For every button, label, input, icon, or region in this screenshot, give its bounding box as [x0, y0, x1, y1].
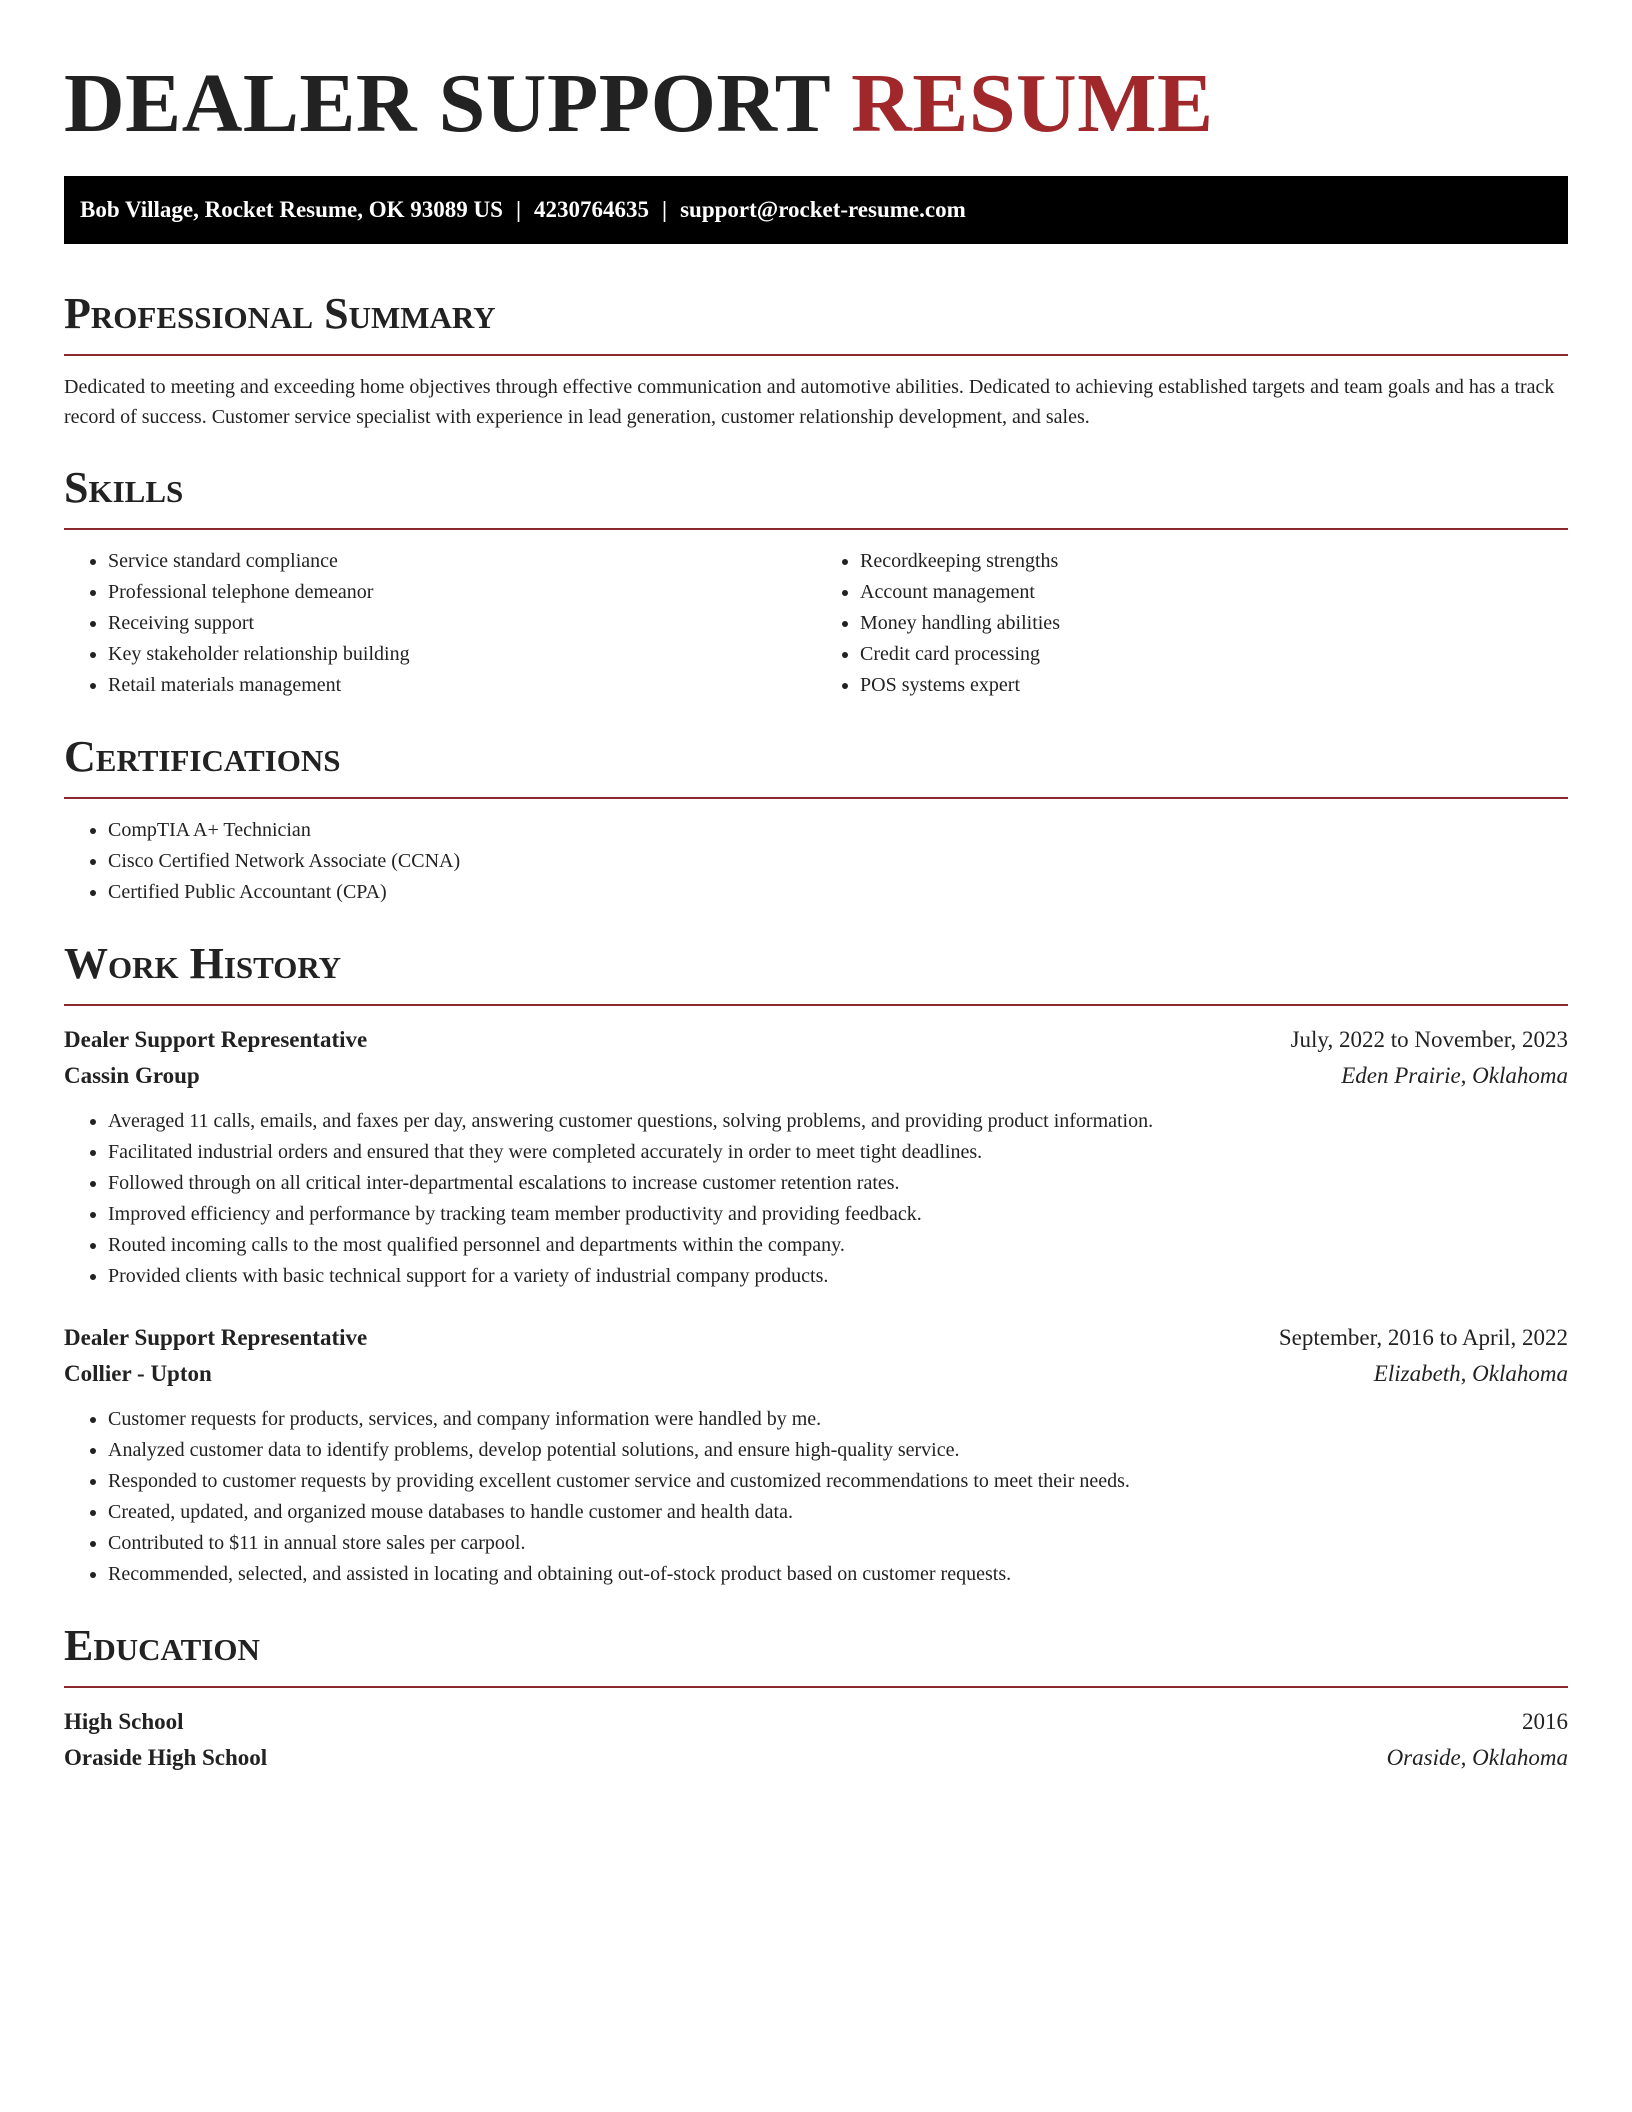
skill-item: • Service standard compliance [108, 546, 816, 577]
skill-item: • Key stakeholder relationship building [108, 639, 816, 670]
skill-item: • Recordkeeping strengths [860, 546, 1568, 577]
job-bullet: • Provided clients with basic technical support for a variety of industrial company products. [108, 1261, 1568, 1292]
skill-item: • Credit card processing [860, 639, 1568, 670]
skills-list-left [64, 546, 816, 701]
education-degree: High School [64, 1709, 184, 1734]
education-heading: Education [64, 1618, 1568, 1688]
job-bullet: • Facilitated industrial orders and ensured that they were completed accurately in order to meet tight deadlines. [108, 1137, 1568, 1168]
work-history-section [64, 936, 1568, 1590]
job-bullet: • Followed through on all critical inter-departmental escalations to increase customer retention rates. [108, 1168, 1568, 1199]
title-main: DEALER SUPPORT [64, 57, 830, 150]
job-bullet: • Analyzed customer data to identify problems, develop potential solutions, and ensure high-quality service. [108, 1435, 1568, 1466]
skill-item: • Receiving support [108, 608, 816, 639]
education-location: Oraside, Oklahoma [1386, 1745, 1568, 1770]
skill-item: • Professional telephone demeanor [108, 577, 816, 608]
skills-columns [64, 530, 1568, 701]
job-title-row [64, 1022, 1568, 1058]
education-school-row [64, 1740, 1568, 1776]
education-school: Oraside High School [64, 1745, 268, 1770]
skills-section [64, 460, 1568, 701]
job-bullet: • Contributed to $11 in annual store sales per carpool. [108, 1528, 1568, 1559]
certification-item: • CompTIA A+ Technician [108, 815, 1568, 846]
contact-separator: | [662, 197, 668, 222]
job-title: Dealer Support Representative [64, 1027, 368, 1052]
job-bullet: • Routed incoming calls to the most qualified personnel and departments within the company. [108, 1230, 1568, 1261]
contact-separator: | [515, 197, 522, 222]
title-accent: RESUME [851, 57, 1214, 150]
resume-title [64, 0, 1568, 158]
education-section [64, 1618, 1568, 1776]
contact-address: Bob Village, Rocket Resume, OK 93089 US [80, 197, 503, 222]
job-bullets [64, 1106, 1568, 1292]
summary-heading: Professional Summary [64, 286, 1568, 356]
skill-item: • POS systems expert [860, 670, 1568, 701]
job-title: Dealer Support Representative [64, 1325, 368, 1350]
job-dates: July, 2022 to November, 2023 [1290, 1027, 1568, 1052]
skill-item: • Retail materials management [108, 670, 816, 701]
skills-list-right [816, 546, 1568, 701]
job-location: Eden Prairie, Oklahoma [1341, 1063, 1568, 1088]
certifications-list [64, 815, 1568, 908]
contact-bar [64, 176, 1568, 244]
job-entry [64, 1022, 1568, 1292]
education-entry [64, 1704, 1568, 1776]
job-location: Elizabeth, Oklahoma [1373, 1361, 1568, 1386]
certifications-heading: Certifications [64, 729, 1568, 799]
job-dates: September, 2016 to April, 2022 [1278, 1325, 1568, 1350]
job-bullet: • Responded to customer requests by providing excellent customer service and customized recommendations to meet their needs. [108, 1466, 1568, 1497]
job-title-row [64, 1320, 1568, 1356]
job-entry [64, 1320, 1568, 1590]
certification-item: • Certified Public Accountant (CPA) [108, 877, 1568, 908]
education-degree-row [64, 1704, 1568, 1740]
job-bullets [64, 1404, 1568, 1590]
job-bullet: • Created, updated, and organized mouse databases to handle customer and health data. [108, 1497, 1568, 1528]
job-bullet: • Recommended, selected, and assisted in locating and obtaining out-of-stock product based on customer requests. [108, 1559, 1568, 1590]
contact-phone: 4230764635 [534, 197, 650, 222]
certifications-section [64, 729, 1568, 908]
skills-heading: Skills [64, 460, 1568, 530]
job-bullet: • Improved efficiency and performance by tracking team member productivity and providing feedback. [108, 1199, 1568, 1230]
certification-item: • Cisco Certified Network Associate (CCNA) [108, 846, 1568, 877]
job-company-row [64, 1058, 1568, 1094]
job-company: Collier - Upton [64, 1361, 212, 1386]
skill-item: • Money handling abilities [860, 608, 1568, 639]
skill-item: • Account management [860, 577, 1568, 608]
contact-email: support@rocket-resume.com [680, 197, 966, 222]
job-bullet: • Customer requests for products, services, and company information were handled by me. [108, 1404, 1568, 1435]
job-company: Cassin Group [64, 1063, 200, 1088]
summary-text: Dedicated to meeting and exceeding home objectives through effective communication and automotive abilities. Dedicated to achieving established targets and team goals and has a track record of success. Customer service specialist with experience in lead generation, customer relationship development, and sales. [64, 376, 1555, 428]
work-history-heading: Work History [64, 936, 1568, 1006]
education-year: 2016 [1522, 1709, 1568, 1734]
job-company-row [64, 1356, 1568, 1392]
summary-section [64, 286, 1568, 432]
job-bullet: • Averaged 11 calls, emails, and faxes per day, answering customer questions, solving problems, and providing product information. [108, 1106, 1568, 1137]
